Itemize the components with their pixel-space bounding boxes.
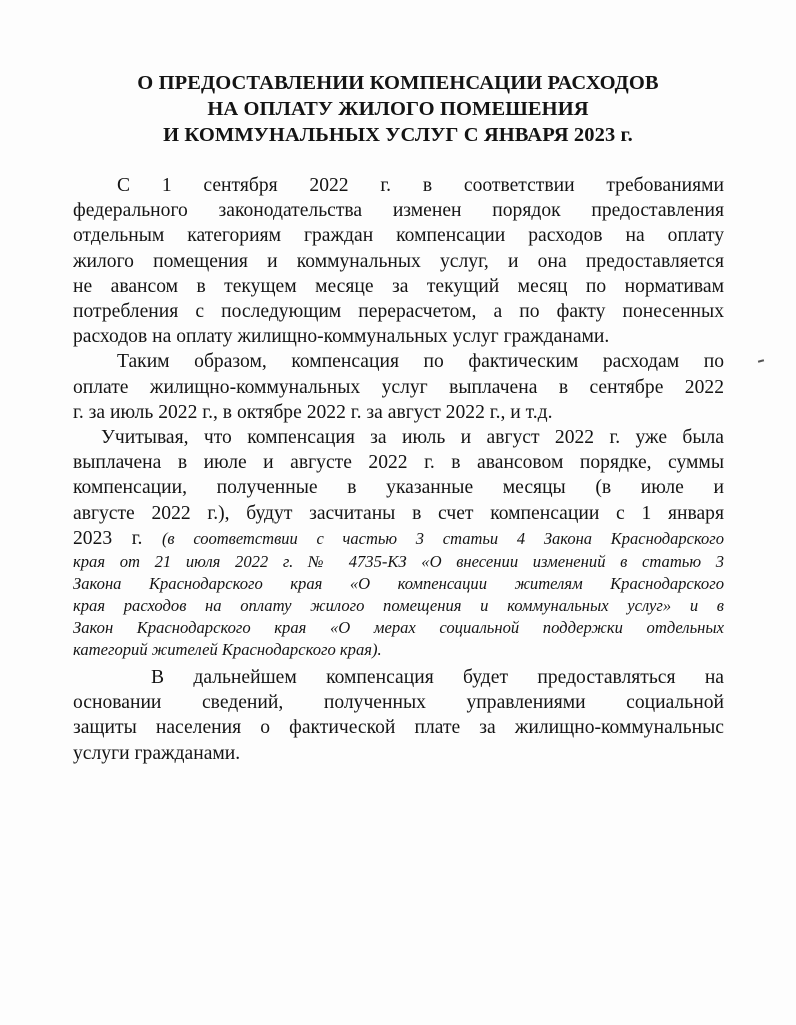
- paragraph-4: [73, 665, 724, 766]
- paragraph-line-with-citation: [73, 526, 724, 551]
- paragraph-line: защиты населения о фактической плате за жилищно-коммунальныс: [73, 717, 724, 739]
- citation-line: края расходов на оплату жилого помещения и коммунальных услуг» и в: [73, 596, 724, 616]
- paragraph-line: выплачена в июле и августе 2022 г. в авансовом порядке, суммы: [73, 452, 724, 474]
- paragraph-line: августе 2022 г.), будут засчитаны в счет компенсации с 1 января: [73, 502, 724, 524]
- paragraph-line: отдельным категориям граждан компенсации расходов на оплату: [73, 225, 724, 247]
- title-line-3: И КОММУНАЛЬНЫХ УСЛУГ С ЯНВАРЯ 2023 г.: [163, 124, 633, 146]
- citation-line: Закон Краснодарского края «О мерах социальной поддержки отдельных: [73, 618, 724, 638]
- paragraph-line: С 1 сентября 2022 г. в соответствии требованиями: [117, 175, 724, 196]
- paragraph-line: расходов на оплату жилищно-коммунальных услуг гражданами.: [73, 326, 610, 348]
- paragraph-3: [73, 425, 724, 661]
- paragraph-2: [73, 349, 724, 425]
- paragraph-line: оплате жилищно-коммунальных услуг выплачена в сентябре 2022: [73, 376, 724, 398]
- paragraph-line: В дальнейшем компенсация будет предоставляться на: [151, 667, 724, 689]
- paragraph-1: [73, 173, 724, 349]
- document-title: [60, 70, 736, 148]
- citation-line: края от 21 июля 2022 г. № 4735-КЗ «О внесении изменений в статью 3: [73, 552, 724, 572]
- paragraph-line: не авансом в текущем месяце за текущий месяц по нормативам: [73, 275, 724, 297]
- year-text: 2023 г.: [73, 527, 162, 549]
- title-line-2: НА ОПЛАТУ ЖИЛОГО ПОМЕШЕНИЯ: [207, 98, 589, 120]
- citation-start: (в соответствии с частью 3 статьи 4 Закона Краснодарского: [161, 528, 724, 548]
- paragraph-line: услуги гражданами.: [73, 742, 241, 764]
- paragraph-line: основании сведений, полученных управлениями социальной: [73, 692, 724, 714]
- document-body: [73, 173, 724, 766]
- paragraph-line: федерального законодательства изменен порядок предоставления: [73, 200, 724, 222]
- citation-line: Закона Краснодарского края «О компенсации жителям Краснодарского: [73, 574, 724, 594]
- paragraph-line: жилого помещения и коммунальных услуг, и она предоставляется: [73, 250, 724, 272]
- paragraph-line: г. за июль 2022 г., в октябре 2022 г. за август 2022 г., и т.д.: [73, 401, 553, 423]
- paragraph-line: Учитывая, что компенсация за июль и август 2022 г. уже была: [101, 427, 724, 449]
- scan-mark: [758, 359, 764, 362]
- title-line-1: О ПРЕДОСТАВЛЕНИИ КОМПЕНСАЦИИ РАСХОДОВ: [137, 72, 659, 94]
- paragraph-line: потребления с последующим перерасчетом, а по факту понесенных: [73, 301, 724, 323]
- paragraph-line: Таким образом, компенсация по фактическим расходам по: [117, 351, 724, 373]
- citation-line: категорий жителей Краснодарского края).: [73, 640, 382, 660]
- paragraph-line: компенсации, полученные в указанные месяцы (в июле и: [73, 477, 724, 499]
